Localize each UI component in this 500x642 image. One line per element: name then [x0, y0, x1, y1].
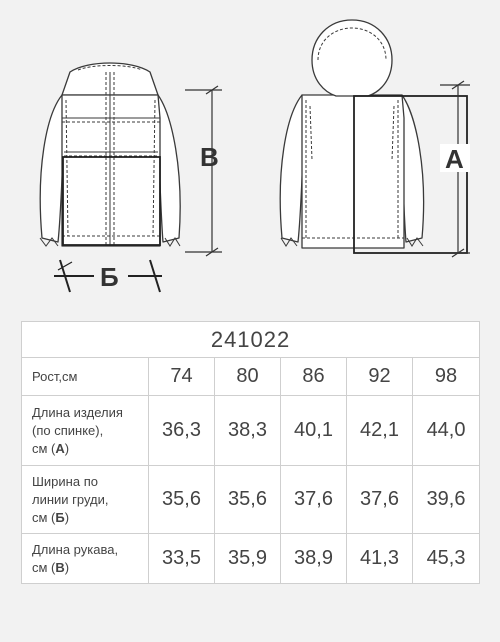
table-cell: 39,6	[413, 466, 480, 534]
height-label: Рост,см	[22, 358, 149, 396]
table-cell: 33,5	[149, 534, 215, 584]
row-label-unit: см (В)	[32, 559, 70, 575]
size-header: 74	[149, 358, 215, 396]
size-header: 98	[413, 358, 480, 396]
row-label	[22, 466, 149, 534]
size-header: 80	[215, 358, 281, 396]
row-label-unit: см (Б)	[32, 509, 70, 525]
table-cell: 40,1	[281, 396, 347, 466]
jacket-measurement-diagram	[0, 0, 500, 305]
row-label-line: Длина рукава,	[32, 541, 119, 557]
table-cell: 36,3	[149, 396, 215, 466]
table-cell: 35,6	[149, 466, 215, 534]
table-row	[22, 396, 480, 466]
table-cell: 35,9	[215, 534, 281, 584]
size-chart-table	[21, 321, 480, 584]
row-label-line: (по спинке),	[32, 422, 104, 438]
row-label	[22, 396, 149, 466]
table-cell: 37,6	[281, 466, 347, 534]
row-label-line: Ширина по	[32, 473, 98, 489]
table-cell: 44,0	[413, 396, 480, 466]
row-label-line: Длина изделия	[32, 404, 123, 420]
table-cell: 41,3	[347, 534, 413, 584]
table-row	[22, 466, 480, 534]
article-number: 241022	[22, 322, 480, 358]
table-cell: 38,3	[215, 396, 281, 466]
front-height-letter: В	[200, 142, 219, 172]
size-header: 92	[347, 358, 413, 396]
row-label-unit: см (А)	[32, 440, 70, 456]
jacket-back-view	[280, 20, 423, 248]
chest-width-letter: Б	[100, 262, 119, 292]
table-cell: 35,6	[215, 466, 281, 534]
table-cell: 42,1	[347, 396, 413, 466]
table-cell: 45,3	[413, 534, 480, 584]
table-cell: 37,6	[347, 466, 413, 534]
table-header-row	[22, 358, 480, 396]
table-row	[22, 534, 480, 584]
table-cell: 38,9	[281, 534, 347, 584]
row-label-line: линии груди,	[32, 491, 109, 507]
size-header: 86	[281, 358, 347, 396]
back-length-letter: А	[445, 144, 464, 174]
row-label	[22, 534, 149, 584]
